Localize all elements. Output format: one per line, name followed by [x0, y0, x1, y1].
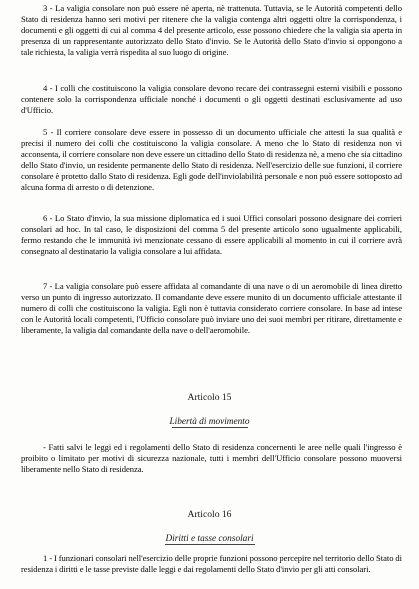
- paragraph-art14-comma7: [21, 281, 402, 336]
- paragraph-art14-comma4: [21, 83, 402, 116]
- paragraph-text: 1 - I funzionari consolari nell'esercizio delle proprie funzioni possono percepire nel territorio dello Stato di residenza i diritti e le tasse previste dalle leggi e dai regolamenti dello Stato d'invio per gli atti consolari.: [21, 553, 402, 575]
- paragraph-text: 7 - La valigia consolare può essere affidata al comandante di una nave o di un aeromobile di linea diretto verso un punto di ingresso autorizzato. Il comandante deve essere munito di un documento ufficiale attestante il numero di colli che costituiscono la valigia. Egli non è tuttavia considerato corriere consolare. In base ad intese con le Autorità locali competenti, l'Ufficio consolare può inviare uno dei suoi membri per ritirare, direttamente e liberamente, la valigia dal comandante della nave o dell'aeromobile.: [21, 281, 402, 336]
- paragraph-art14-comma5: [21, 127, 402, 194]
- paragraph-art15: [21, 442, 402, 475]
- article-15-title: Libertà di movimento: [169, 417, 250, 427]
- article-16-title-underline: [165, 544, 255, 545]
- paragraph-art14-comma3: [21, 3, 402, 58]
- article-15-title-underline: [172, 427, 248, 428]
- article-15-heading: Articolo 15: [187, 392, 232, 403]
- paragraph-art16-comma1: [21, 553, 402, 575]
- paragraph-text: 4 - I colli che costituiscono la valigia consolare devono recare dei contrassegni esterni visibili e possono contenere solo la corrispondenza ufficiale nonché i documenti o gli oggetti destinati esclusivamente ad uso d'Ufficio.: [21, 83, 402, 116]
- paragraph-text: - Fatti salvi le leggi ed i regolamenti dello Stato di residenza concernenti le aree nelle quali l'ingresso è proibito o limitato per motivi di sicurezza nazionale, tutti i membri dell'Ufficio consolare possono muoversi liberamente nello Stato di residenza.: [21, 442, 402, 475]
- paragraph-text: 6 - Lo Stato d'invio, la sua missione diplomatica ed i suoi Uffici consolari possono designare dei corrieri consolari ad hoc. In tal caso, le disposizioni del comma 5 del presente articolo sono ugualmente applicabili, fermo restando che le immunità ivi menzionate cessano di essere applicabili al momento in cui il corriere avrà consegnato al destinatario la valigia consolare a lui affidata.: [21, 213, 402, 257]
- article-16-heading: Articolo 16: [187, 509, 232, 520]
- paragraph-art14-comma6: [21, 213, 402, 257]
- paragraph-text: 5 - Il corriere consolare deve essere in possesso di un documento ufficiale che attesti la sua qualità e precisi il numero dei colli che costituiscono la valigia consolare. A meno che lo Stato di residenza non vi acconsenta, il corriere consolare non deve essere un cittadino dello Stato di residenza nè, a meno che sia cittadino dello Stato d'invio, un residente permanente dello Stato di residenza. Nell'esercizio delle sue funzioni, il corriere consolare è protetto dallo Stato di residenza. Egli gode dell'inviolabilità personale e non può essere sottoposto ad alcuna forma di arresto o di detenzione.: [21, 127, 402, 193]
- article-16-title: Diritti e tasse consolari: [165, 534, 254, 544]
- paragraph-text: 3 - La valigia consolare non può essere nè aperta, nè trattenuta. Tuttavia, se le Autorità competenti dello Stato di residenza hanno seri motivi per ritenere che la valigia contenga altri oggetti oltre la corrispondenza, i documenti e gli oggetti di cui al comma 4 del presente articolo, esse possono chiedere che la valigia sia aperta in presenza di un rappresentante autorizzato dello Stato d'invio. Se le Autorità dello Stato d'invio si oppongono a tale richiesta, la valigia verrà rispedita al suo luogo di origine.: [21, 3, 402, 58]
